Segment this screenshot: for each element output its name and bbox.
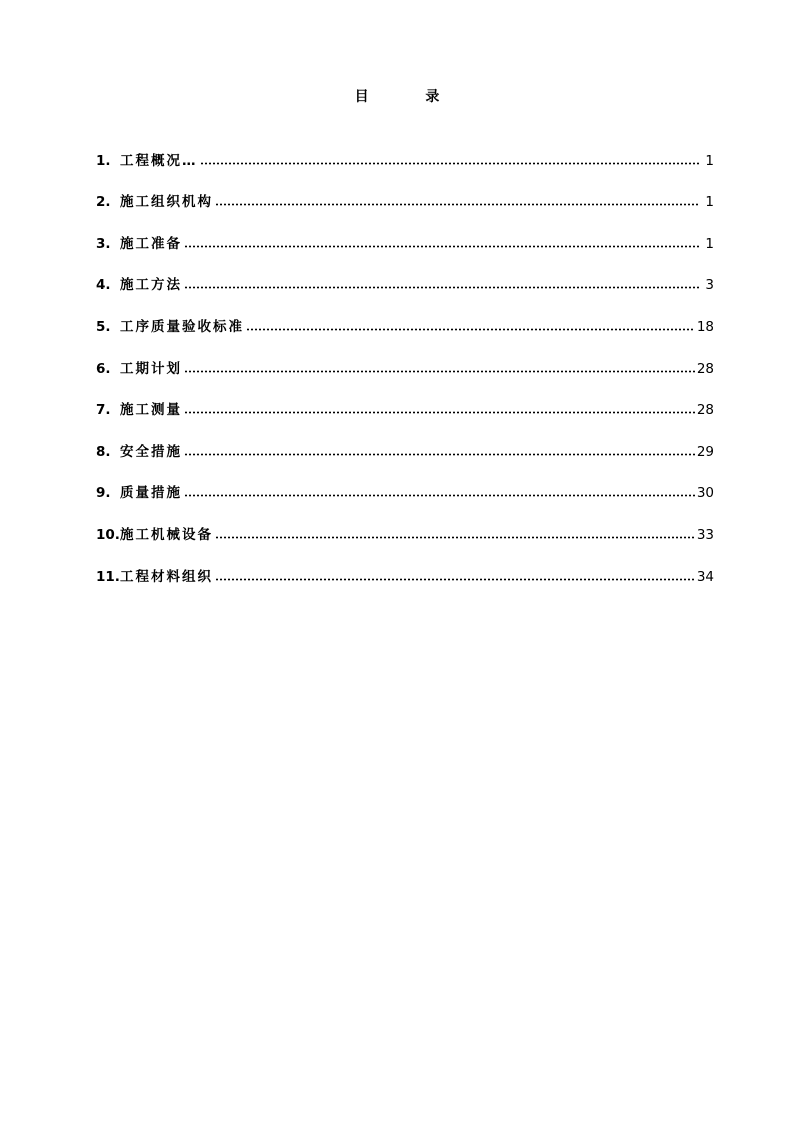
toc-entry-label: 安全措施 bbox=[120, 443, 182, 460]
toc-dot-leader bbox=[215, 578, 695, 581]
toc-entry-label: 工期计划 bbox=[120, 360, 182, 377]
toc-entry-number: 11. bbox=[96, 568, 120, 585]
toc-entry[interactable] bbox=[96, 418, 714, 460]
toc-entry[interactable] bbox=[96, 501, 714, 543]
toc-entry[interactable] bbox=[96, 335, 714, 377]
toc-entry-page: 3 bbox=[705, 277, 714, 294]
toc-dot-leader bbox=[246, 328, 695, 331]
toc-entry-number: 7. bbox=[96, 402, 111, 419]
toc-entry-number: 9. bbox=[96, 485, 111, 502]
toc-entry-page: 1 bbox=[705, 194, 714, 211]
toc-entry-page: 33 bbox=[696, 526, 714, 543]
toc-entry-number: 8. bbox=[96, 443, 111, 460]
toc-entry-label: 工程材料组织 bbox=[120, 568, 213, 585]
toc-entry-label: 施工准备 bbox=[120, 235, 182, 252]
toc-entry[interactable] bbox=[96, 169, 714, 211]
toc-entry[interactable] bbox=[96, 377, 714, 419]
toc-entry-label: 工程概况… bbox=[120, 152, 198, 169]
toc-entry[interactable] bbox=[96, 127, 714, 169]
toc-entry-page: 1 bbox=[705, 235, 714, 252]
toc-dot-leader bbox=[184, 286, 700, 289]
toc-entry-page: 28 bbox=[696, 360, 714, 377]
toc-entry-page: 28 bbox=[696, 402, 714, 419]
toc-entry-page: 30 bbox=[696, 485, 714, 502]
toc-entry-page: 34 bbox=[696, 568, 714, 585]
toc-entry[interactable] bbox=[96, 252, 714, 294]
toc-entry-label: 施工组织机构 bbox=[120, 194, 213, 211]
toc-entry[interactable] bbox=[96, 543, 714, 585]
toc-title: 目 录 bbox=[354, 89, 466, 105]
toc-entry-label: 质量措施 bbox=[120, 485, 182, 502]
toc-entry[interactable] bbox=[96, 460, 714, 502]
toc-entry-number: 3. bbox=[96, 235, 111, 252]
toc-entry-number: 2. bbox=[96, 194, 111, 211]
toc-dot-leader bbox=[215, 536, 695, 539]
toc-entry-number: 1. bbox=[96, 152, 111, 169]
toc-dot-leader bbox=[184, 453, 695, 456]
toc-entry-page: 18 bbox=[696, 318, 714, 335]
toc-entry-label: 施工机械设备 bbox=[120, 526, 213, 543]
toc-entry-number: 5. bbox=[96, 318, 111, 335]
toc-entry-number: 6. bbox=[96, 360, 111, 377]
toc-dot-leader bbox=[215, 203, 700, 206]
toc-dot-leader bbox=[200, 162, 701, 165]
toc-dot-leader bbox=[184, 411, 695, 414]
toc-entry[interactable] bbox=[96, 210, 714, 252]
toc-entry-label: 工序质量验收标准 bbox=[120, 318, 244, 335]
toc-entry-label: 施工测量 bbox=[120, 402, 182, 419]
toc-entry-page: 1 bbox=[705, 152, 714, 169]
toc-dot-leader bbox=[184, 245, 700, 248]
toc-entry[interactable] bbox=[96, 293, 714, 335]
toc-entry-number: 4. bbox=[96, 277, 111, 294]
toc-entry-label: 施工方法 bbox=[120, 277, 182, 294]
toc-dot-leader bbox=[184, 494, 695, 497]
toc-list bbox=[96, 127, 714, 585]
toc-entry-number: 10. bbox=[96, 526, 120, 543]
toc-entry-page: 29 bbox=[696, 443, 714, 460]
toc-dot-leader bbox=[184, 370, 695, 373]
